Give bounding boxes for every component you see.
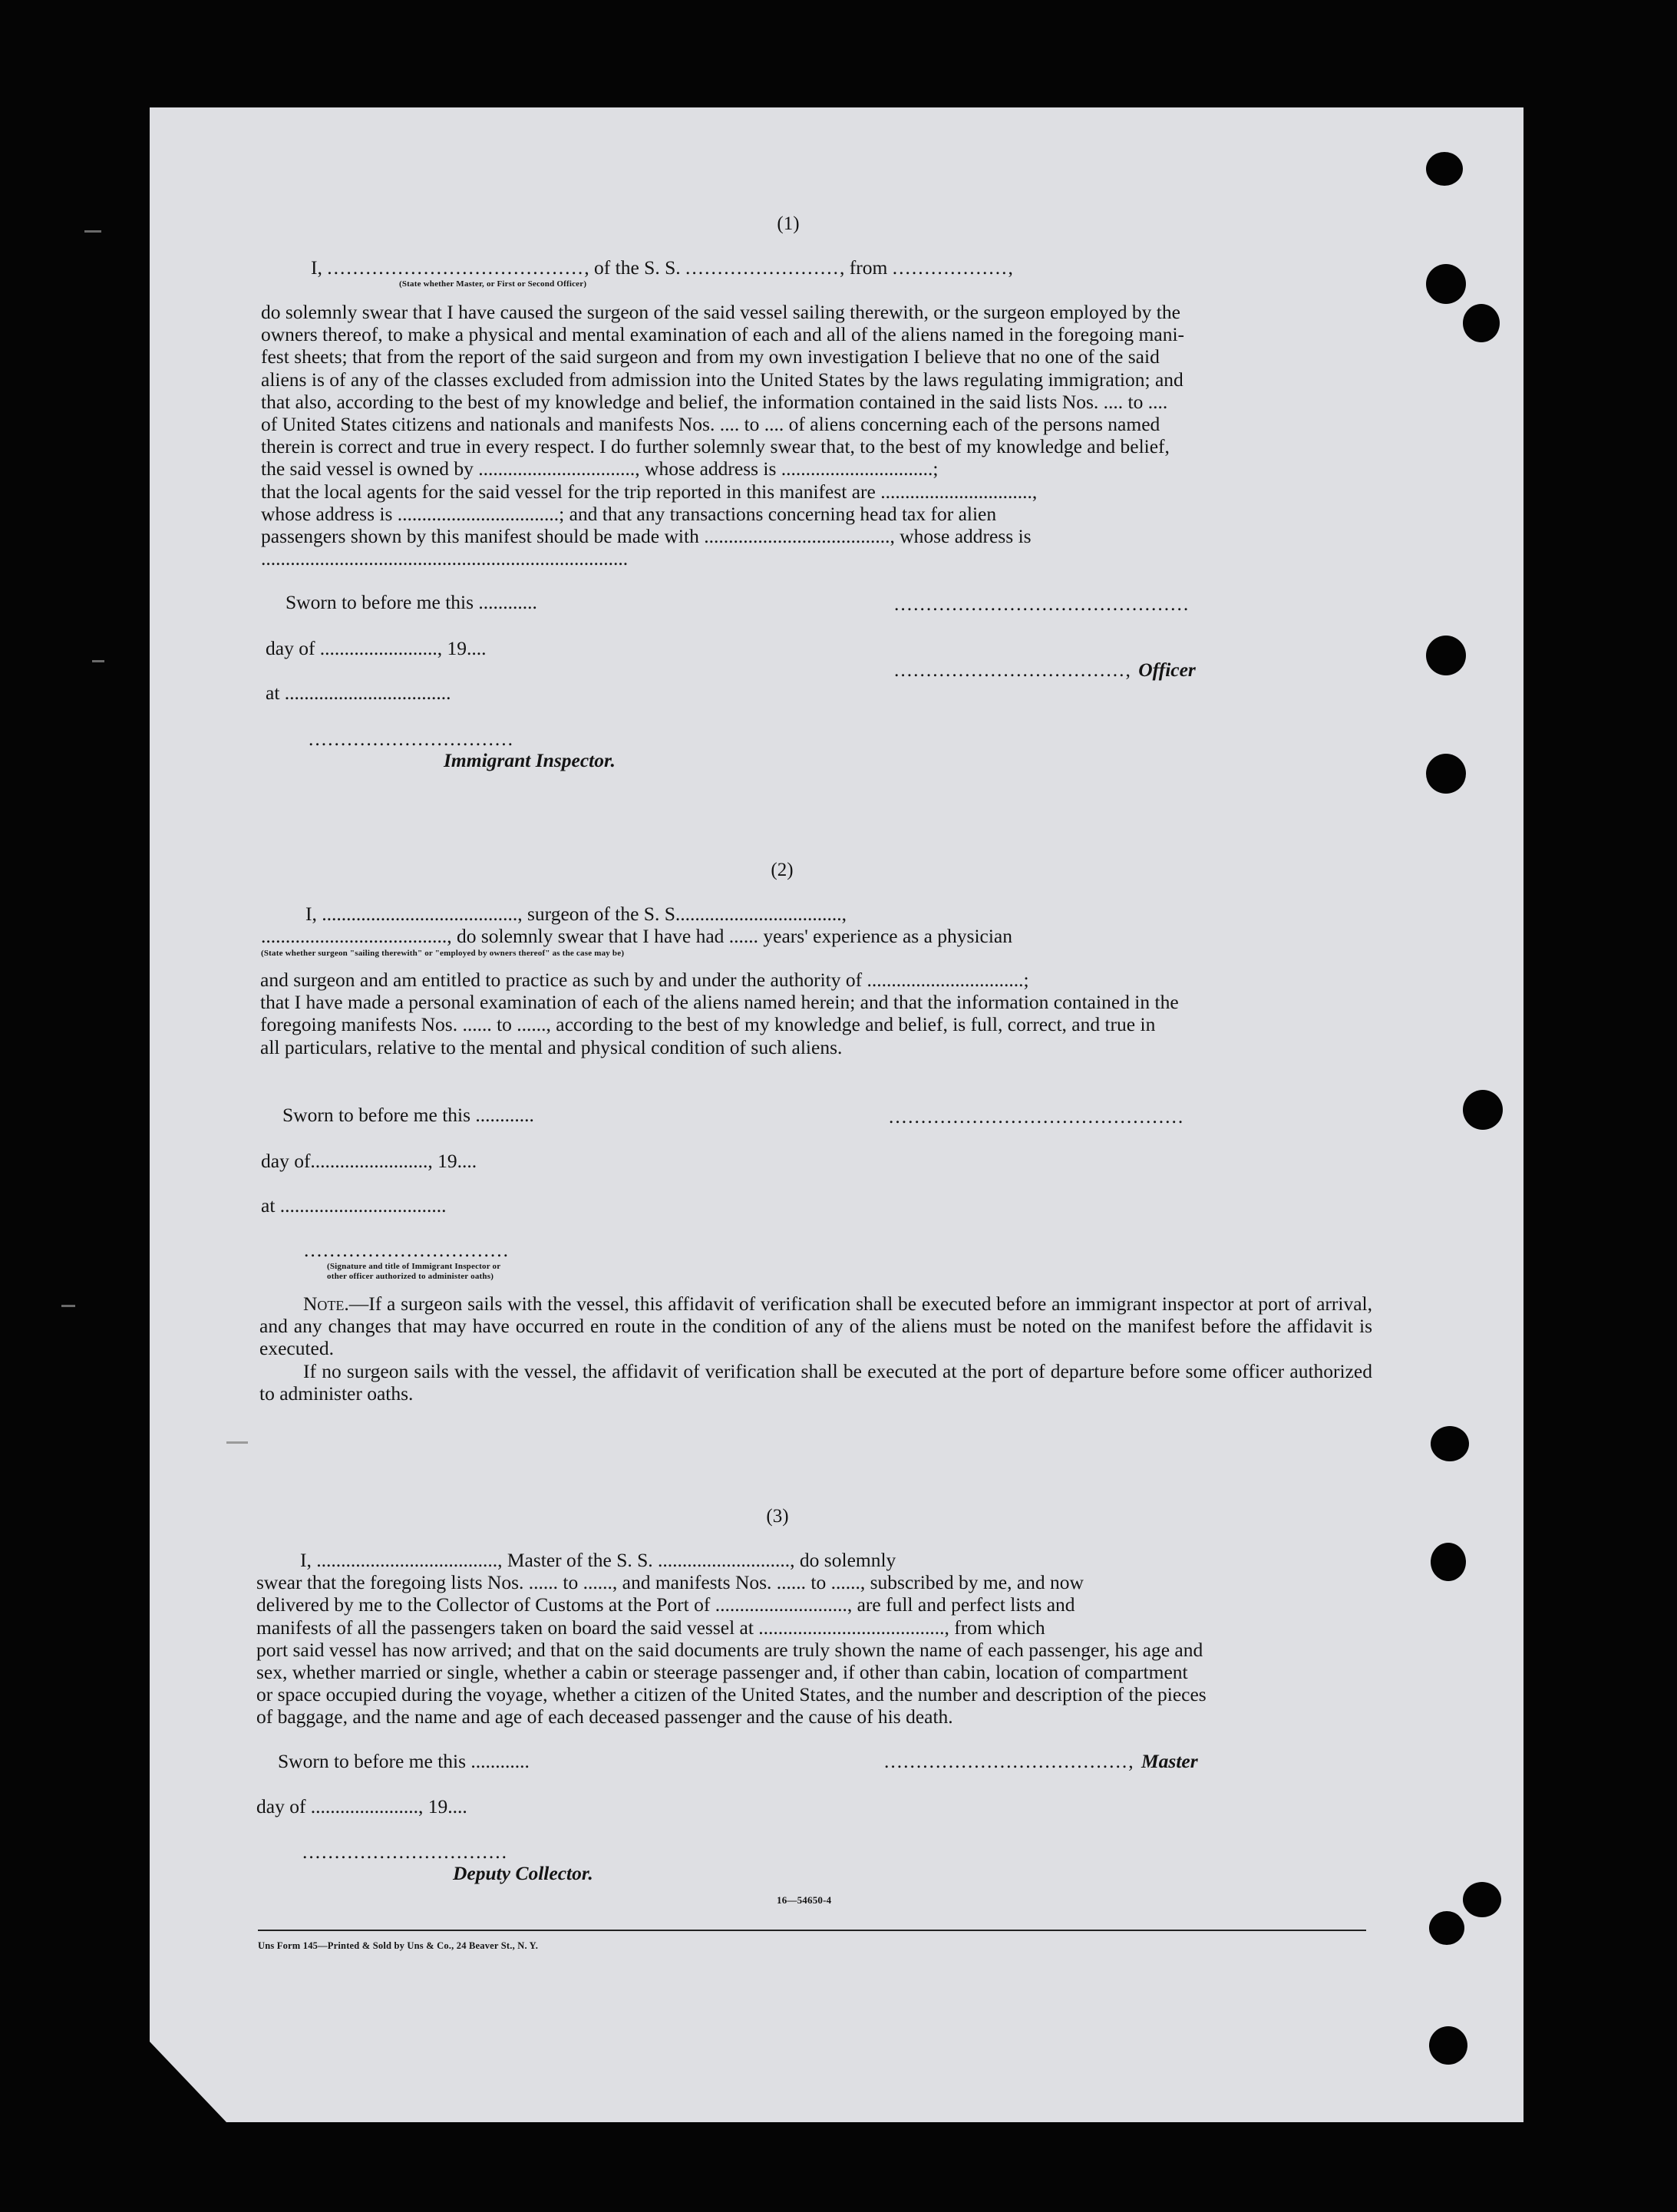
day-of-line: day of ......................, 19.... [256,1795,467,1817]
at-line: at .................................. [266,682,451,704]
day-of-line: day of........................, 19.... [261,1150,477,1172]
surgeon-line-1: I, ........................................, surgeon of the S. S.................................., [305,903,847,925]
body-line: ........................................................................... [261,547,629,570]
inspector-label: Immigrant Inspector. [444,749,616,771]
punch-hole [1426,264,1466,304]
deputy-collector-label: Deputy Collector. [453,1862,593,1884]
scan-speck [226,1441,248,1444]
right-signature-line: .............................................. [889,1105,1185,1127]
body-line: manifests of all the passengers taken on board the said vessel at ......................................, from which [256,1616,1045,1639]
scan-speck [61,1305,75,1307]
punch-hole [1426,754,1466,794]
note-paragraph-2: If no surgeon sails with the vessel, the affidavit of verification shall be executed at the port of departure before some officer authorized to administer oaths. [259,1360,1372,1405]
punch-hole [1463,1882,1501,1917]
body-line: fest sheets; that from the report of the said surgeon and from my own investigation I believe that no one of the said [261,345,1160,368]
body-line: foregoing manifests Nos. ...... to ......, according to the best of my knowledge and belief, is full, correct, and true in [260,1013,1156,1036]
body-line: that the local agents for the said vessel for the trip reported in this manifest are ..............................., [261,480,1038,503]
right-signature-line: .............................................. [894,593,1190,615]
master-label: Master [1141,1750,1198,1772]
surgeon-note: (State whether surgeon "sailing therewith" or "employed by owners thereof" as the case may be) [261,949,625,958]
scan-speck [84,230,101,233]
note-paragraph [259,1293,1372,1360]
punch-hole [1426,152,1463,186]
signature-note: other officer authorized to administer oaths) [327,1272,494,1281]
body-line: of baggage, and the name and age of each deceased passenger and the cause of his death. [256,1705,953,1728]
body-line: delivered by me to the Collector of Customs at the Port of ..........................., are full and perfect lists and [256,1593,1075,1616]
punch-hole [1463,304,1500,342]
printer-imprint: Uns Form 145—Printed & Sold by Uns & Co., 24 Beaver St., N. Y. [258,1940,539,1951]
footer-rule [258,1930,1366,1931]
body-line: and surgeon and am entitled to practice as such by and under the authority of ................................; [260,969,1029,991]
body-line: do solemnly swear that I have caused the surgeon of the said vessel sailing therewith, or the surgeon employed by the [261,301,1180,323]
signature-line: ................................ [302,1841,508,1863]
body-line: therein is correct and true in every respect. I do further solemnly swear that, to the best of my knowledge and belief, [261,435,1170,458]
note-text: —If a surgeon sails with the vessel, this affidavit of verification shall be executed before an immigrant inspector at port of arrival, and any changes that may have occurred en route in the condition of any of the aliens must be noted on the manifest before the affidavit is executed. [259,1293,1372,1360]
body-line: sex, whether married or single, whether a cabin or steerage passenger and, if other than cabin, location of compartment [256,1661,1188,1684]
text: , of the S. S. [584,256,681,279]
surgeon-line-2: ......................................, do solemnly swear that I have had ...... years' experience as a physician [261,925,1012,947]
inspector-signature-line: ................................ [309,728,514,750]
officer-signature-line [894,659,1196,682]
sworn-line: Sworn to before me this ............ [282,1104,534,1126]
section-number: (2) [771,860,794,880]
sworn-line: Sworn to before me this ............ [278,1750,530,1772]
body-line: I, ....................................., Master of the S. S. ..........................., do solemnly [300,1549,896,1571]
at-line: at .................................. [261,1194,447,1217]
body-line: port said vessel has now arrived; and that on the said documents are truly shown the name of each passenger, his age and [256,1638,1203,1661]
signature-note: (Signature and title of Immigrant Inspector or [327,1262,501,1271]
section-number: (1) [777,213,800,234]
day-of-line: day of ........................, 19.... [266,637,487,659]
punch-hole [1429,2026,1467,2065]
signature-line: ................................ [304,1239,510,1261]
body-line: owners thereof, to make a physical and mental examination of each and all of the aliens named in the foregoing mani- [261,323,1185,346]
body-line: or space occupied during the voyage, whether a citizen of the United States, and the number and description of the pieces [256,1683,1207,1706]
scan-speck [92,660,104,662]
body-line: all particulars, relative to the mental and physical condition of such aliens. [260,1035,843,1058]
officer-line [311,256,1015,279]
master-signature-line [884,1750,1198,1773]
officer-note: (State whether Master, or First or Second Officer) [399,279,587,289]
punch-hole [1431,1543,1466,1581]
officer-label: Officer [1138,659,1196,681]
body-line: of United States citizens and nationals and manifests Nos. .... to .... of aliens concerning each of the persons named [261,413,1160,436]
punch-hole [1429,1911,1464,1945]
vessel-blank: ........................ [685,256,840,279]
body-line: that also, according to the best of my knowledge and belief, the information contained in the said lists Nos. .... to .... [261,390,1168,413]
text: I, [311,256,322,279]
body-line: the said vessel is owned by ................................, whose address is ...............................; [261,457,939,480]
from-blank: .................., [892,256,1015,279]
note-label: Note. [303,1293,349,1315]
body-line: that I have made a personal examination of each of the aliens named herein; and that the information contained in the [260,991,1179,1014]
section-number: (3) [766,1506,789,1527]
punch-hole [1426,636,1466,675]
affidavit-1-body [261,301,1374,570]
body-line: aliens is of any of the classes excluded from admission into the United States by the laws regulating immigration; and [261,368,1183,391]
body-line: swear that the foregoing lists Nos. ...... to ......, and manifests Nos. ...... to ......, subscribed by me, and now [256,1571,1084,1594]
master-blank: ......................................, [884,1750,1141,1772]
affidavit-2-body [260,969,1373,1058]
sworn-line: Sworn to before me this ............ [286,591,537,613]
officer-blank: ........................................ [327,256,585,279]
text: , from [840,256,888,279]
affidavit-3-body [256,1549,1369,1728]
punch-hole [1431,1426,1469,1461]
form-code: 16—54650-4 [777,1894,832,1906]
body-line: whose address is .................................; and that any transactions concerning head tax for alien [261,502,997,525]
body-line: passengers shown by this manifest should be made with ......................................, whose address is [261,525,1032,548]
punch-hole [1463,1090,1503,1130]
officer-blank: ...................................., [894,659,1139,681]
